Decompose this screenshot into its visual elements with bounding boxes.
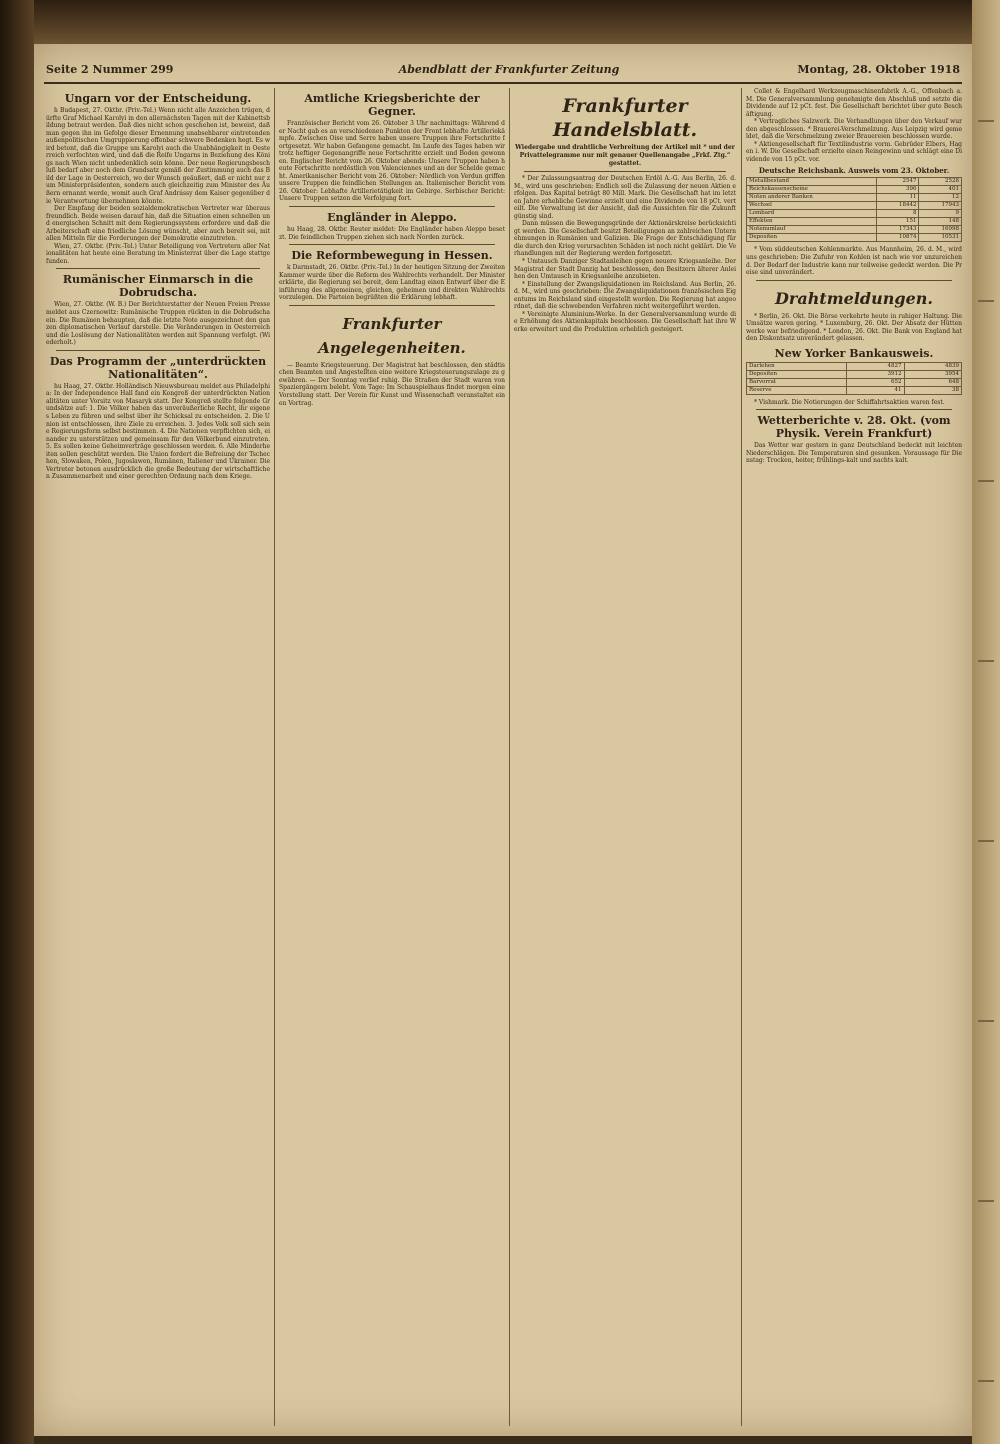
- scan-top-border: [0, 0, 1000, 44]
- table-row: [747, 362, 962, 370]
- headline-hessen: Die Reformbewegung in Hessen.: [291, 249, 493, 263]
- article-text: hu Haag, 27. Oktbr. Holländisch Nieuwsbureau meldet aus Philadelphia: In der Independence Hall fand ein Kongreß der unterdrückten Nationalitäten unter Vorsitz von Masaryk statt. Der Kongreß stellte folgende Grundsätze auf: 1. Die Völker haben das unveräußerliche Recht, ihr eigenes Leben zu führen und selbst über ihr Schicksal zu entscheiden. 2. Die Union ist entschlossen, ihre Ziele zu erreichen. 3. Jedes Volk soll sich seine Regierungsform selbst bestimmen. 4. Die Nationen verpflichten sich, einander zu unterstützen und gemeinsam für den Völkerbund einzutreten. 5. Es sollen keine Geheimverträge geschlossen werden. 6. Alle Minderheiten sollen geschützt werden. Die Union fordert die Befreiung der Tschechen, Slowaken, Polen, Jugoslawen, Rumänen, Italiener und Ukrainer. Die Vertreter betonen ausdrücklich die große Bedeutung der wirtschaftlichen Zusammenarbeit und einer gerechten Ordnung nach dem Kriege.: [46, 382, 270, 481]
- table-cell: 17943: [919, 202, 962, 210]
- table-cell: 148: [919, 218, 962, 226]
- article-text: * Der Zulassungsantrag der Deutschen Erdöl A.-G. Aus Berlin, 26. d. M., wird uns geschrieben: Endlich soll die Zulassung der neuen Aktien erfolgen. Das Kapital beträgt 80 Mill. Mark. Die Gesellschaft hat im letzten Jahre erhebliche Gewinne erzielt und eine Dividende von 18 pCt. verteilt. Die Verwaltung ist der Ansicht, daß die Aussichten für die Zukunft günstig sind.: [514, 175, 736, 220]
- new-york-bank-table: [746, 362, 962, 395]
- table-cell: 396: [876, 186, 919, 194]
- article-text: * Umtausch Danziger Stadtanleihen gegen neuere Kriegsanleihe. Der Magistrat der Stadt Danzig hat beschlossen, den Besitzern älterer Anleihen den Umtausch in Kriegsanleihe anzubieten.: [514, 258, 736, 281]
- headline-frankfurter-angelegenheiten: Frankfurter Angelegenheiten.: [318, 314, 466, 357]
- reichsbank-table-title: Deutsche Reichsbank. Ausweis vom 23. Oktober.: [758, 166, 950, 176]
- table-cell: 10874: [876, 234, 919, 242]
- reprint-notice: Wiedergabe und drahtliche Verbreitung der Artikel mit * und der Privattelegramme nur mit genauer Quellenangabe „Frkf. Ztg.“ gestattet.: [515, 144, 735, 167]
- article-text: * Vertragliches Salzwerk. Die Verhandlungen über den Verkauf wurden abgeschlossen. * Brauerei-Verschmelzung. Aus Leipzig wird gemeldet, daß die Verschmelzung zweier Brauereien beschlossen wurde.: [746, 118, 962, 141]
- table-cell: 38: [904, 386, 961, 394]
- table-row: [747, 178, 962, 186]
- table-cell: 9: [919, 210, 962, 218]
- article-text: * Vereinigte Aluminium-Werke. In der Generalversammlung wurde die Erhöhung des Aktienkapitals beschlossen. Die Gesellschaft hat ihre Werke erweitert und die Produktion erheblich gesteigert.: [514, 310, 736, 333]
- column-divider: [741, 88, 742, 1426]
- article-text: h Budapest, 27. Oktbr. (Priv.-Tel.) Wenn nicht alle Anzeichen trügen, dürfte Graf Michael Karolyi in den allernächsten Tagen mit der Kabinettsbildung betraut werden. Daß dies nicht schon geschehen ist, beweist, daß man gegen ihn im Gefolge dieser Ernennung unabsehbarer eintretenden außenpolitischen Umgruppierung offenbar schwere Bedenken hegt. Es wird betont, daß die Gruppe um Karolyi auch die Unabhängigkeit in Oesterreich verfochten wird, und daß die Reife Ungarns in Beziehung des Königs nach Wien nicht unbedenklich sein könne. Der neue Regierungsbeschluß bedarf aber noch dem Grundsatz gemäß der Zustimmung auch das Bild der Lage in Oesterreich, wo der Wunsch geäußert, daß er nicht nur zum Ministerpräsidenten, sondern auch gleichzeitig zum Minister des Äußern ernannt werde, womit auch Graf Andrássy dem Kaiser gegenüber die Verantwortung übernehmen könnte.: [46, 107, 270, 205]
- column-handelsblatt: [514, 88, 736, 1426]
- table-cell: Reichskassenscheine: [747, 186, 877, 194]
- headline-new-york: New Yorker Bankausweis.: [774, 346, 934, 360]
- table-cell: Metallbestand: [747, 178, 877, 186]
- table-cell: 401: [919, 186, 962, 194]
- table-cell: 41: [847, 386, 904, 394]
- article-text: * Einstellung der Zwangsliquidationen im Reichsland. Aus Berlin, 26. d. M., wird uns geschrieben: Die Zwangsliquidationen französischen Eigentums im Reichsland sind eingestellt worden. Die Regierung hat angeordnet, daß die schwebenden Verfahren nicht weitergeführt werden.: [514, 280, 736, 311]
- headline-programm: Das Programm der „unterdrückten Nationalitäten“.: [49, 354, 267, 381]
- article-text: — Beamte Kriegsteuerung. Der Magistrat hat beschlossen, den städtischen Beamten und Angestellten eine weitere Kriegsteuerungszulage zu gewähren. — Der Sonntag verlief ruhig. Die Straßen der Stadt waren von Spaziergängern belebt. Vom Tage: Im Schauspielhaus findet morgen eine Vorstellung statt. Der Verein für Kunst und Wissenschaft veranstaltet einen Vortrag.: [279, 361, 505, 407]
- reichsbank-table: [746, 177, 962, 242]
- table-cell: 17343: [876, 226, 919, 234]
- headline-aleppo: Engländer in Aleppo.: [327, 211, 457, 225]
- table-cell: 2547: [876, 178, 919, 186]
- article-text: * Vishmark. Die Notierungen der Schiffahrtsaktien waren fest.: [754, 398, 945, 406]
- table-row: [747, 378, 962, 386]
- table-cell: 648: [904, 378, 961, 386]
- issue-date: Montag, 28. Oktober 1918: [797, 63, 960, 76]
- table-cell: 2528: [919, 178, 962, 186]
- column-politics: [46, 88, 270, 1426]
- section-title-handelsblatt: Frankfurter Handelsblatt.: [552, 95, 698, 141]
- table-cell: Effekten: [747, 218, 877, 226]
- table-row: [747, 234, 962, 242]
- table-row: [747, 218, 962, 226]
- column-markets: [746, 88, 962, 1426]
- article-text: Das Wetter war gestern in ganz Deutschland bedeckt mit leichten Niederschlägen. Die Temperaturen sind gesunken. Voraussage für Dienstag: Trocken, heiter, frühlings-kalt und nachts kalt.: [746, 442, 962, 465]
- table-cell: 652: [847, 378, 904, 386]
- table-row: [747, 386, 962, 394]
- table-cell: 4827: [847, 362, 904, 370]
- table-cell: 11: [876, 194, 919, 202]
- table-cell: 3954: [904, 370, 961, 378]
- table-row: [747, 186, 962, 194]
- table-cell: 10531: [919, 234, 962, 242]
- table-cell: 8: [876, 210, 919, 218]
- column-war-reports: [279, 88, 505, 1426]
- headline-kriegsberichte: Amtliche Kriegsberichte der Gegner.: [304, 92, 480, 118]
- table-cell: 16998: [919, 226, 962, 234]
- article-text: Der Empfang der beiden sozialdemokratischen Vertreter war überaus freundlich. Beide weisen darauf hin, daß die Situation einen schnellen und energischen Schnitt mit dem Regierungssystem erfordere und daß die Arbeiterschaft eine friedliche Lösung wünscht, aber auch bereit sei, mit allen Mitteln für die Forderungen der Demokratie einzutreten.: [46, 205, 270, 243]
- table-cell: 4839: [904, 362, 961, 370]
- table-row: [747, 210, 962, 218]
- table-cell: Depositen: [747, 370, 847, 378]
- table-cell: Barvorrat: [747, 378, 847, 386]
- column-divider: [274, 88, 275, 1426]
- article-text: k Darmstadt, 26. Oktbr. (Priv.-Tel.) In der heutigen Sitzung der Zweiten Kammer wurde über die Reform des Wahlrechts verhandelt. Der Minister erklärte, die Regierung sei bereit, dem Landtag einen Entwurf über die Einführung des allgemeinen, gleichen, geheimen und direkten Wahlrechts vorzulegen. Die Parteien begrüßten die Erklärung lebhaft.: [279, 264, 505, 302]
- table-cell: Darlehen: [747, 362, 847, 370]
- table-cell: Notenumlauf: [747, 226, 877, 234]
- article-text: * Berlin, 26. Okt. Die Börse verkehrte heute in ruhiger Haltung. Die Umsätze waren gering. * Luxemburg, 26. Okt. Der Absatz der Hüttenwerke war befriedigend. * London, 26. Okt. Die Bank von England hat den Diskontsatz unverändert gelassen.: [746, 312, 962, 343]
- article-text: Dann müssen die Bewegungsgründe der Aktionärskreise berücksichtigt werden. Die Gesellschaft besitzt Beteiligungen an zahlreichen Unternehmungen in Rumänien und Galizien. Die Frage der Entschädigung für die durch den Krieg verursachten Schäden ist noch nicht geklärt. Die Verhandlungen mit der Regierung werden fortgesetzt.: [514, 220, 736, 258]
- table-cell: 151: [876, 218, 919, 226]
- headline-wetter: Wetterberichte v. 28. Okt. (vom Physik. Verein Frankfurt): [757, 414, 951, 441]
- table-row: [747, 370, 962, 378]
- table-row: [747, 202, 962, 210]
- table-cell: Reserve: [747, 386, 847, 394]
- masthead-rule: [44, 82, 962, 84]
- scan-right-edge: [972, 0, 1000, 1444]
- page-number: Seite 2 Nummer 299: [46, 63, 174, 76]
- newspaper-page: [34, 44, 972, 1436]
- article-text: * Aktiengesellschaft für Textilindustrie vorm. Gebrüder Elbers, Hagen i. W. Die Gesellschaft erzielte einen Reingewinn und schlägt eine Dividende von 15 pCt. vor.: [746, 140, 962, 163]
- table-cell: Lombard: [747, 210, 877, 218]
- table-cell: 12: [919, 194, 962, 202]
- headline-dobrudscha: Rumänischer Einmarsch in die Dobrudscha.: [62, 273, 254, 300]
- table-cell: Wechsel: [747, 202, 877, 210]
- article-text: Collet & Engelhard Werkzeugmaschinenfabrik A.-G., Offenbach a. M. Die Generalversammlung genehmigte den Abschluß und setzte die Dividende auf 12 pCt. fest. Die Gesellschaft berichtet über gute Beschäftigung.: [746, 88, 962, 118]
- section-title-drahtmeldungen: Drahtmeldungen.: [775, 288, 933, 308]
- table-row: [747, 194, 962, 202]
- newspaper-title: Abendblatt der Frankfurter Zeitung: [398, 63, 620, 76]
- column-divider: [509, 88, 510, 1426]
- article-text: Wien, 27. Oktbr. (Priv.-Tel.) Unter Beteiligung von Vertretern aller Nationalitäten hat heute eine Beratung im Ministerrat über die Lage stattgefunden.: [46, 242, 270, 265]
- article-text: * Vom süddeutschen Kohlenmarkte. Aus Mannheim, 26. d. M., wird uns geschrieben: Die Zufuhr von Kohlen ist nach wie vor unzureichend. Der Bedarf der Industrie kann nur teilweise gedeckt werden. Die Preise sind unverändert.: [746, 246, 962, 277]
- table-row: [747, 226, 962, 234]
- table-cell: Noten anderer Banken: [747, 194, 877, 202]
- headline-ungarn: Ungarn vor der Entscheidung.: [64, 92, 252, 105]
- table-cell: Depositen: [747, 234, 877, 242]
- article-text: hu Haag, 28. Oktbr. Reuter meldet: Die Engländer haben Aleppo besetzt. Die feindlichen Truppen ziehen sich nach Norden zurück.: [279, 226, 505, 241]
- scan-binding-shadow: [0, 0, 34, 1444]
- table-cell: 18442: [876, 202, 919, 210]
- article-text: Wien, 27. Oktbr. (W. B.) Der Berichterstatter der Neuen Freien Presse meldet aus Czernowitz: Rumänische Truppen rückten in die Dobrudscha ein. Die Rumänen behaupten, daß die letzte Note ausgezeichnet den ganzen diplomatischen Verlauf darstelle. Die Veränderungen in Oesterreich und die Loslösung der Nationalitäten werden mit Spannung verfolgt. (Wiederholt.): [46, 301, 270, 347]
- table-cell: 3912: [847, 370, 904, 378]
- article-text: Französischer Bericht vom 26. Oktober 3 Uhr nachmittags: Während der Nacht gab es an verschiedenen Punkten der Front lebhafte Artilleriekämpfe. Zwischen Oise und Serre haben unsere Truppen ihre Fortschritte fortgesetzt. Wir haben Gefangene gemacht. Im Laufe des Tages haben wir trotz heftiger Gegenangriffe neue Fortschritte erzielt und Boden gewonnen. Englischer Bericht vom 26. Oktober abends: Unsere Truppen haben heute Fortschritte nordöstlich von Valenciennes und an der Schelde gemacht. Amerikanischer Bericht vom 26. Oktober: Nördlich von Verdun griffen unsere Truppen die feindlichen Stellungen an. Italienischer Bericht vom 26. Oktober: Lebhafte Artillerietätigkeit im Gebirge. Serbischer Bericht: Unsere Truppen setzen die Verfolgung fort.: [279, 120, 505, 203]
